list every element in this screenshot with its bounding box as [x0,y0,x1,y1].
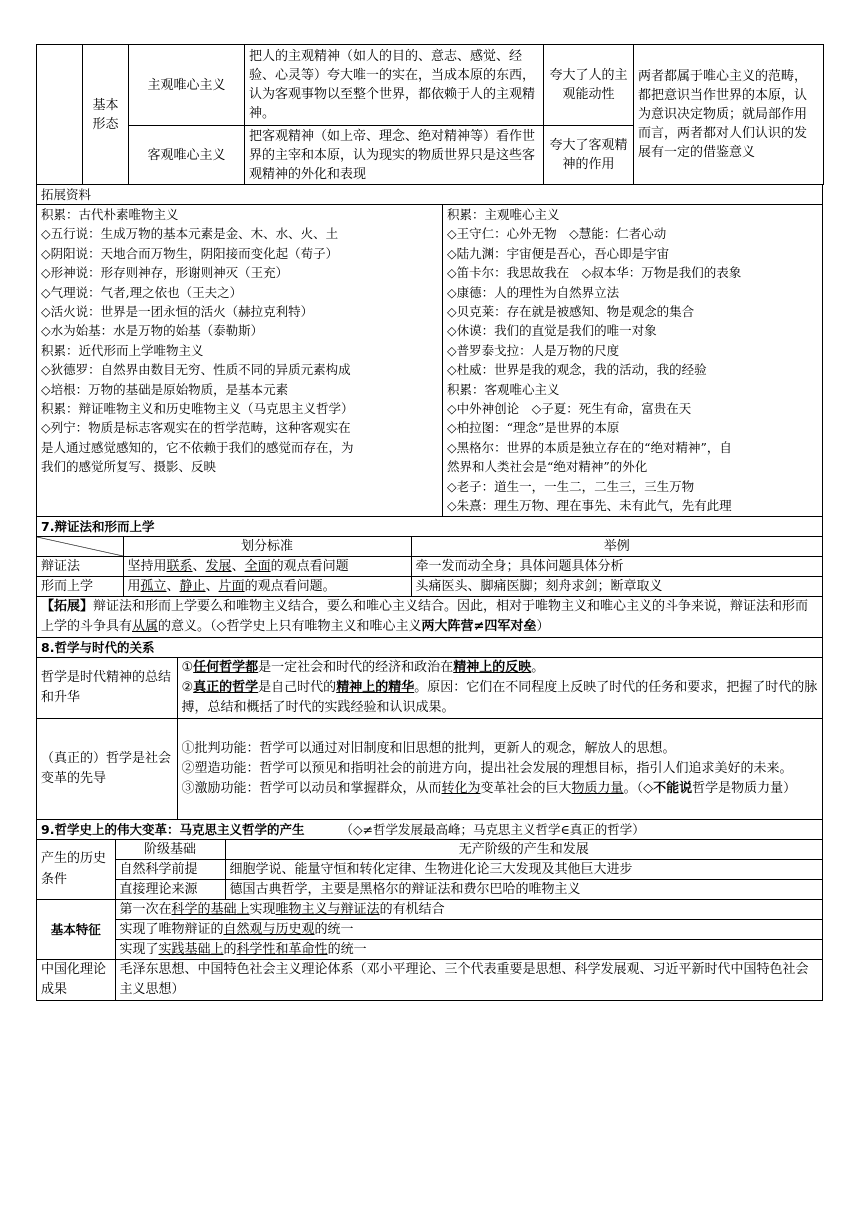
objective-idealism-desc: 把客观精神（如上帝、理念、绝对精神等）看作世界的主宰和本原，认为现实的物质世界只是这些客观精神的外化和表现 [245,126,544,185]
extension-right-line: ◇柏拉图：“理念”是世界的本原 [447,420,620,436]
extension-right-line: 积累：客观唯心主义 [447,381,560,397]
science-premise-label: 自然科学前提 [115,859,225,879]
extension-left-col [37,205,443,516]
extension-left-line: 是人通过感觉感知的，它不依赖于我们的感觉而存在，为 [41,439,354,455]
diagonal-header-cell [37,537,123,557]
extension-block [36,185,823,517]
extension-left-line: ◇五行说：生成万物的基本元素是金、木、水、火、土 [41,226,339,242]
china-results-label: 中国化理论成果 [37,959,115,1000]
class-basis-value: 无产阶级的产生和发展 [225,840,822,860]
subjective-idealism-name: 主观唯心主义 [129,45,245,126]
metaphysics-example: 头痛医头、脚痛医脚；刻舟求剑；断章取义 [411,577,822,597]
extension-right-line: ◇笛卡尔：我思故我在 ◇叔本华：万物是我们的表象 [447,265,742,281]
era-spirit-label: 哲学是时代精神的总结和升华 [37,658,177,719]
section-9-title: 9.哲学史上的伟大变革：马克思主义哲学的产生 [41,821,305,837]
extension-right-line: ◇老子：道生一，一生二，二生三，三生万物 [447,478,695,494]
china-results-value: 毛泽东思想、中国特色社会主义理论体系（邓小平理论、三个代表重要是思想、科学发展观、习近平新时代中国特色社会主义思想） [115,959,822,1000]
era-spirit-content: ①任何哲学都是一定社会和时代的经济和政治在精神上的反映。 ②真正的哲学是自己时代的精神上的精华。原因：它们在不同程度上反映了时代的任务和要求，把握了时代的脉搏，总结和概括了时代的实践经验和认识成果。 [177,658,822,719]
dialectics-example: 牵一发而动全身；具体问题具体分析 [411,557,822,577]
extension-left-line: ◇水为始基：水是万物的始基（泰勒斯） [41,323,264,339]
conditions-label: 产生的历史条件 [37,840,115,900]
philosophy-era-table [37,658,822,819]
feature-2: 实现了唯物辩证的自然观与历史观的统一 [115,919,822,939]
metaphysics-standard: 用孤立、静止、片面的观点看问题。 [123,577,411,597]
extension-right-line: ◇杜威：世界是我的观念，我的活动，我的经验 [447,362,707,378]
subjective-idealism-desc: 把人的主观精神（如人的目的、意志、感觉、经验、心灵等）夸大唯一的实在，当成本原的东西，认为客观事物以至整个世界，都依赖于人的主观精神。 [245,45,544,126]
social-change-label: （真正的）哲学是社会变革的先导 [37,719,177,819]
extension-right-col [443,205,822,516]
form-label: 基本形态 [83,45,129,185]
objective-idealism-error: 夸大了客观精神的作用 [544,126,634,185]
extension-right-line: ◇贝克莱：存在就是被感知、物是观念的集合 [447,304,695,320]
extension-left-line: ◇形神说：形存则神存，形谢则神灭（王充） [41,265,289,281]
extension-left-line: ◇阴阳说：天地合而万物生，阴阳接而变化起（荀子） [41,245,339,261]
extension-right-line: 积累：主观唯心主义 [447,207,560,222]
class-basis-label: 阶级基础 [115,840,225,860]
extension-left-line: 积累：古代朴素唯物主义 [41,207,179,222]
dialectics-name: 辩证法 [37,557,123,577]
extension-left-line: ◇培根：万物的基础是原始物质，是基本元素 [41,381,289,397]
extension-left-line: 积累：近代形而上学唯物主义 [41,342,204,358]
document-page [36,44,823,1001]
extension-right-line: ◇普罗泰戈拉：人是万物的尺度 [447,342,620,358]
marxism-table [37,840,822,1000]
subjective-idealism-error: 夸大了人的主观能动性 [544,45,634,126]
extension-right-line: ◇陆九渊：宇宙便是吾心，吾心即是宇宙 [447,245,670,261]
social-change-content: ①批判功能：哲学可以通过对旧制度和旧思想的批判，更新人的观念，解放人的思想。 ②塑造功能：哲学可以预见和指明社会的前进方向，提出社会发展的理想目标，指引人们追求美好的未来。 ③激励功能：哲学可以动员和掌握群众，从而转化为变革社会的巨大物质力量。（◇不能说哲学是物质力量） [177,719,822,819]
dialectics-standard: 坚持用联系、发展、全面的观点看问题 [123,557,411,577]
section-7-extension: 【拓展】辩证法和形而上学要么和唯物主义结合，要么和唯心主义结合。因此，相对于唯物主义和唯心主义的斗争来说，辩证法和形而上学的斗争具有从属的意义。（◇哲学史上只有唯物主义和唯心主义两大阵营≠四军对垒） [41,599,809,634]
extension-left-line: ◇狄德罗：自然界由数目无穷、性质不同的异质元素构成 [41,362,351,378]
extension-left-line: ◇活火说：世界是一团永恒的活火（赫拉克利特） [41,304,314,320]
extension-right-line: ◇王守仁：心外无物 ◇慧能：仁者心动 [447,226,667,242]
features-label: 基本特征 [37,899,115,959]
objective-idealism-name: 客观唯心主义 [129,126,245,185]
extension-right-line: ◇朱熹：理生万物、理在事先、未有此气，先有此理 [447,498,732,514]
feature-1: 第一次在科学的基础上实现唯物主义与辩证法的有机结合 [115,899,822,919]
theory-source-value: 德国古典哲学，主要是黑格尔的辩证法和费尔巴哈的唯物主义 [225,879,822,899]
section-7-title: 7.辩证法和形而上学 [37,517,822,537]
col-standard-header: 划分标准 [123,537,411,557]
idealism-common: 两者都属于唯心主义的范畴，都把意识当作世界的本原，认为意识决定物质；就局部作用而言，两者都对人们认识的发展有一定的借鉴意义 [634,45,824,185]
section-9-note: （◇≠哲学发展最高峰；马克思主义哲学∈真正的哲学） [340,821,645,837]
dialectics-table [37,537,822,598]
extension-left-line: 我们的感觉所复写、摄影、反映 [41,459,217,475]
section-9 [36,820,823,1001]
metaphysics-name: 形而上学 [37,577,123,597]
extension-title: 拓展资料 [37,185,822,205]
science-premise-value: 细胞学说、能量守恒和转化定律、生物进化论三大发现及其他巨大进步 [225,859,822,879]
extension-right-line: ◇黑格尔：世界的本质是独立存在的“绝对精神”，自 [447,439,732,455]
extension-right-line: 然界和人类社会是“绝对精神”的外化 [447,459,648,475]
feature-3: 实现了实践基础上的科学性和革命性的统一 [115,939,822,959]
extension-right-line: ◇康德：人的理性为自然界立法 [447,284,620,300]
section-8-title: 8.哲学与时代的关系 [37,638,822,658]
idealism-forms-table [36,44,824,185]
blank-cell [37,45,83,185]
extension-left-line: ◇列宁：物质是标志客观实在的哲学范畴，这种客观实在 [41,420,351,436]
section-8 [36,638,823,820]
section-7 [36,517,823,639]
extension-left-line: 积累：辩证唯物主义和历史唯物主义（马克思主义哲学） [41,401,354,417]
section-9-header [37,820,822,840]
theory-source-label: 直接理论来源 [115,879,225,899]
extension-right-line: ◇休谟：我们的直觉是我们的唯一对象 [447,323,657,339]
extension-left-line: ◇气理说：气者,理之依也（王夫之） [41,284,243,300]
extension-right-line: ◇中外神创论 ◇子夏：死生有命，富贵在天 [447,401,692,417]
col-example-header: 举例 [411,537,822,557]
